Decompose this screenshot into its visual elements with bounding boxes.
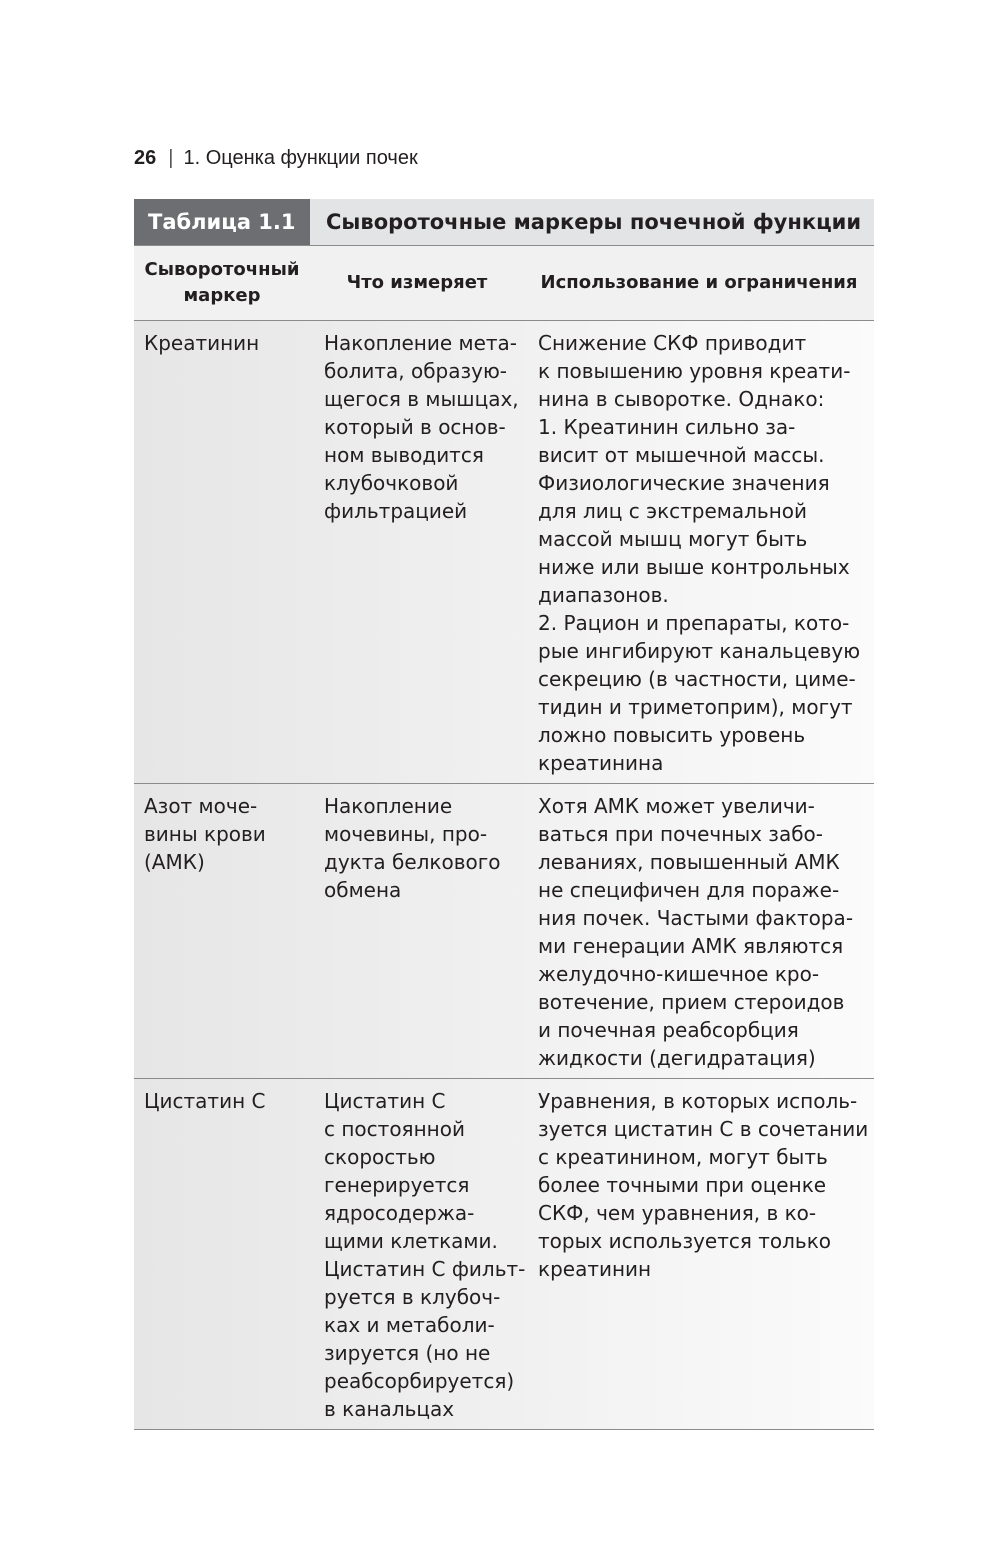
- text-line: и почечная реабсорбция: [538, 1018, 799, 1042]
- text-line: более точными при оценке: [538, 1173, 827, 1197]
- header-separator: |: [168, 147, 174, 169]
- text-line: 2. Рацион и препараты, кото-: [538, 611, 850, 635]
- text-line: дукта белкового: [324, 850, 501, 874]
- text-line: ложно повысить уровень: [538, 723, 806, 747]
- text-line: (АМК): [144, 850, 205, 874]
- text-line: креатинин: [538, 1257, 652, 1281]
- column-header-marker: [134, 246, 310, 321]
- cell-measures: [310, 784, 524, 1079]
- text-line: вины крови: [144, 822, 266, 846]
- text-line: ядросодержа-: [324, 1201, 475, 1225]
- text-line: креатинина: [538, 751, 664, 775]
- table-row: [134, 321, 874, 784]
- text-line: торых используется только: [538, 1229, 832, 1253]
- text-line: Цистатин С: [324, 1089, 446, 1113]
- table-title-bar: [134, 199, 874, 245]
- text-line: висит от мышечной массы.: [538, 443, 825, 467]
- text-line: леваниях, повышенный АМК: [538, 850, 840, 874]
- cell-usage: [524, 784, 874, 1079]
- cell-measures: [310, 1079, 524, 1430]
- text-line: руется в клубоч-: [324, 1285, 501, 1309]
- text-line: ния почек. Частыми фактора-: [538, 906, 854, 930]
- text-line: Снижение СКФ приводит: [538, 331, 807, 355]
- text-line: болита, образую-: [324, 359, 508, 383]
- text-line: для лиц с экстремальной: [538, 499, 808, 523]
- column-header-measures: [310, 246, 524, 321]
- cell-usage: [524, 1079, 874, 1430]
- text-line: Физиологические значения: [538, 471, 830, 495]
- header-line: Сывороточный: [144, 259, 300, 280]
- table-label: Таблица 1.1: [134, 199, 310, 245]
- text-line: скоростью: [324, 1145, 436, 1169]
- text-line: 1. Креатинин сильно за-: [538, 415, 796, 439]
- text-line: жидкости (дегидратация): [538, 1046, 816, 1070]
- text-line: Креатинин: [144, 331, 260, 355]
- text-line: щегося в мышцах,: [324, 387, 519, 411]
- text-line: обмена: [324, 878, 402, 902]
- table-grid: [134, 245, 874, 1430]
- text-line: ном выводится: [324, 443, 484, 467]
- text-line: массой мышц могут быть: [538, 527, 808, 551]
- text-line: Хотя АМК может увеличи-: [538, 794, 815, 818]
- text-line: Накопление мета-: [324, 331, 518, 355]
- text-line: Накопление: [324, 794, 453, 818]
- table-title: Сывороточные маркеры почечной функции: [310, 199, 874, 245]
- table-row: [134, 784, 874, 1079]
- text-line: зируется (но не: [324, 1341, 491, 1365]
- cell-marker: [134, 321, 310, 784]
- cell-measures: [310, 321, 524, 784]
- text-line: вотечение, прием стероидов: [538, 990, 845, 1014]
- text-line: ми генерации АМК являются: [538, 934, 844, 958]
- text-line: в канальцах: [324, 1397, 455, 1421]
- text-line: диапазонов.: [538, 583, 669, 607]
- text-line: Цистатин С: [144, 1089, 266, 1113]
- text-line: ниже или выше контрольных: [538, 555, 850, 579]
- text-line: нина в сыворотке. Однако:: [538, 387, 825, 411]
- text-line: с постоянной: [324, 1117, 465, 1141]
- text-line: фильтрацией: [324, 499, 468, 523]
- text-line: желудочно-кишечное кро-: [538, 962, 820, 986]
- table-row: [134, 1079, 874, 1430]
- text-line: зуется цистатин С в сочетании: [538, 1117, 869, 1141]
- running-head: [134, 143, 418, 173]
- cell-usage: [524, 321, 874, 784]
- header-line: Использование и ограничения: [540, 272, 858, 293]
- text-line: щими клетками.: [324, 1229, 498, 1253]
- text-line: Уравнения, в которых исполь-: [538, 1089, 858, 1113]
- header-line: маркер: [183, 285, 261, 306]
- header-line: Что измеряет: [346, 272, 488, 293]
- text-line: Азот моче-: [144, 794, 258, 818]
- markers-table: [134, 199, 874, 1430]
- text-line: СКФ, чем уравнения, в ко-: [538, 1201, 817, 1225]
- text-line: к повышению уровня креати-: [538, 359, 851, 383]
- text-line: Цистатин С фильт-: [324, 1257, 526, 1281]
- text-line: мочевины, про-: [324, 822, 488, 846]
- text-line: ваться при почечных забо-: [538, 822, 823, 846]
- text-line: не специфичен для пораже-: [538, 878, 840, 902]
- text-line: генерируется: [324, 1173, 470, 1197]
- chapter-title: 1. Оценка функции почек: [183, 147, 418, 169]
- text-line: который в основ-: [324, 415, 506, 439]
- text-line: ках и метаболи-: [324, 1313, 495, 1337]
- column-header-usage: [524, 246, 874, 321]
- text-line: реабсорбируется): [324, 1369, 515, 1393]
- text-line: рые ингибируют канальцевую: [538, 639, 861, 663]
- text-line: с креатинином, могут быть: [538, 1145, 828, 1169]
- cell-marker: [134, 784, 310, 1079]
- table-header-row: [134, 246, 874, 321]
- cell-marker: [134, 1079, 310, 1430]
- page-number: 26: [134, 147, 157, 169]
- text-line: клубочковой: [324, 471, 459, 495]
- text-line: секрецию (в частности, циме-: [538, 667, 856, 691]
- text-line: тидин и триметоприм), могут: [538, 695, 853, 719]
